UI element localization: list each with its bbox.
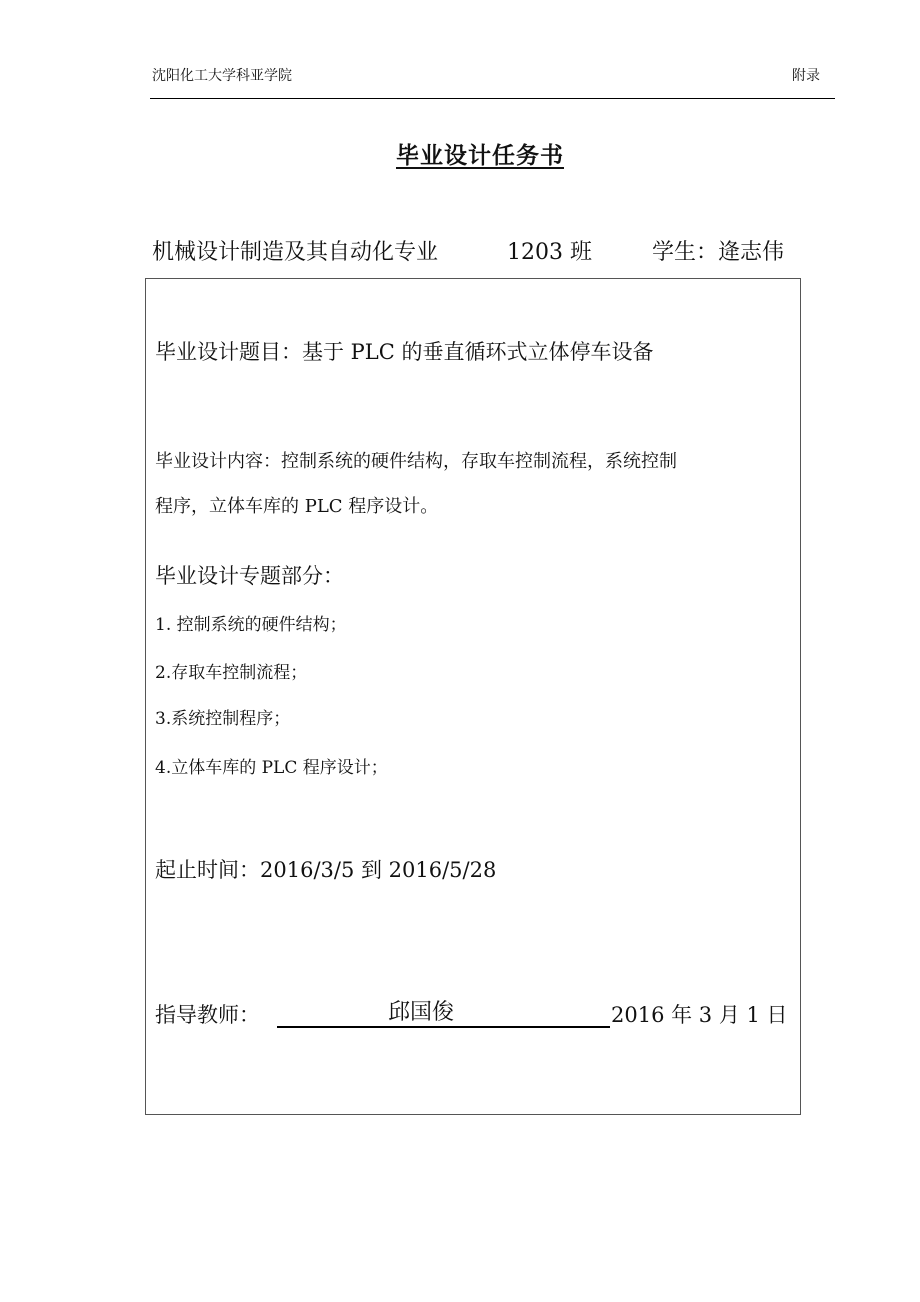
task-box bbox=[145, 278, 801, 1115]
special-topic-item: 2.存取车控制流程； bbox=[155, 663, 308, 683]
advisor-label: 指导教师： bbox=[155, 1003, 260, 1027]
special-topic-item: 3.系统控制程序； bbox=[155, 709, 291, 729]
header-divider bbox=[150, 98, 835, 99]
document-title: 毕业设计任务书 bbox=[396, 142, 564, 169]
special-topics-heading: 毕业设计专题部分： bbox=[155, 564, 344, 588]
student-label: 学生：逄志伟 bbox=[652, 240, 785, 265]
design-topic: 毕业设计题目：基于 PLC 的垂直循环式立体停车设备 bbox=[155, 340, 654, 364]
design-content-line-1: 毕业设计内容：控制系统的硬件结构，存取车控制流程，系统控制 bbox=[155, 451, 677, 472]
design-content-line-2: 程序，立体车库的 PLC 程序设计。 bbox=[155, 496, 439, 517]
special-topic-item: 1. 控制系统的硬件结构； bbox=[155, 615, 347, 635]
institution-name: 沈阳化工大学科亚学院 bbox=[152, 68, 292, 84]
major-label: 机械设计制造及其自动化专业 bbox=[152, 240, 439, 265]
sign-date: 2016 年 3 月 1 日 bbox=[611, 1003, 788, 1027]
class-label: 1203 班 bbox=[507, 240, 592, 265]
period-line: 起止时间：2016/3/5 到 2016/5/28 bbox=[155, 858, 497, 882]
advisor-name: 邱国俊 bbox=[388, 1000, 455, 1025]
header-section: 附录 bbox=[792, 68, 820, 84]
special-topic-item: 4.立体车库的 PLC 程序设计； bbox=[155, 758, 388, 778]
